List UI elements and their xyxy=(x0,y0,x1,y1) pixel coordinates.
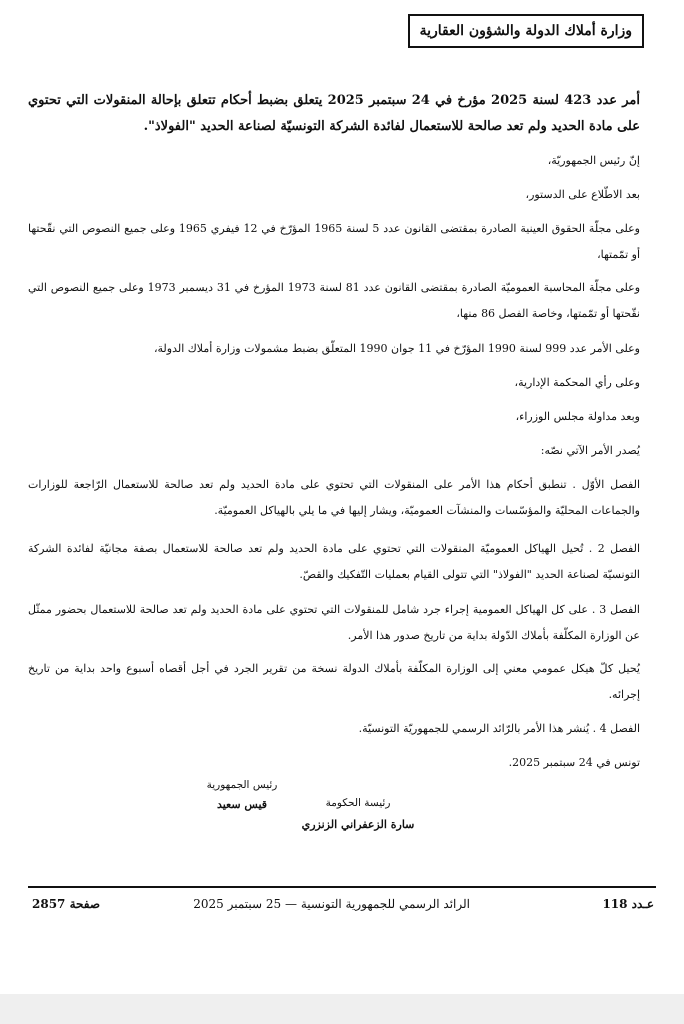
article-3-inventory: يُحيل كلّ هيكل عمومي معني إلى الوزارة المكلّفة بأملاك الدولة نسخة من تقرير الجرد في أجل أقصاه أسبوع واحد بداية من تاريخ إجرائه. xyxy=(28,662,640,701)
article-2: الفصل 2 . تُحيل الهياكل العموميّة المنقولات التي تحتوي على مادة الحديد ولم تعد صالحة للاستعمال بصفة مجانيّة لفائدة الشركة التونسيّة لصناعة الحديد "الفولاذ" التي تتولى القيام بعمليات التّفكيك والقصّ. xyxy=(28,542,640,581)
article-1: الفصل الأوّل . تنطبق أحكام هذا الأمر على المنقولات التي تحتوي على مادة الحديد ولم تعد صالحة للاستعمال الرّاجعة للوزارات والجماعات المحليّة والمؤسّسات والمنشآت العموميّة، ويشار إليها في ما يلي بالهياكل العموميّة. xyxy=(28,478,640,517)
place-and-date: تونس في 24 سبتمبر 2025. xyxy=(508,756,640,769)
enacting-formula: يُصدر الأمر الآتي نصّه: xyxy=(540,444,640,457)
preamble-administrative-court: وعلى رأي المحكمة الإدارية، xyxy=(514,376,640,389)
signature-head-of-government xyxy=(288,796,428,832)
president-name: قيس سعيد xyxy=(216,798,268,811)
preamble-constitution: بعد الاطّلاع على الدستور، xyxy=(525,188,640,201)
footer-divider xyxy=(28,886,656,888)
article-3: الفصل 3 . على كل الهياكل العمومية إجراء جرد شامل للمنقولات التي تحتوي على مادة الحديد ولم تعد صالحة للاستعمال بحضور ممثّل عن الوزارة المكلّفة بأملاك الدّولة بداية من تاريخ صدور هذا الأمر. xyxy=(28,603,640,642)
president-role: رئيس الجمهورية xyxy=(206,779,278,791)
footer-journal-date: الرائد الرسمي للجمهورية التونسية — 25 سبتمبر 2025 xyxy=(193,897,470,911)
preamble-decree-999: وعلى الأمر عدد 999 لسنة 1990 المؤرّخ في 11 جوان 1990 المتعلّق بضبط مشمولات وزارة أملاك الدولة، xyxy=(153,342,640,355)
decree-title: أمر عدد 423 لسنة 2025 مؤرخ في 24 سبتمبر 2025 يتعلق بضبط أحكام تتعلق بإحالة المنقولات التي تحتوي على مادة الحديد ولم تعد صالحة للاستعمال لفائدة الشركة التونسيّة لصناعة الحديد "الفولاذ". xyxy=(28,93,640,134)
preamble-council-of-ministers: وبعد مداولة مجلس الوزراء، xyxy=(515,410,640,423)
preamble-president: إنّ رئيس الجمهوريّة، xyxy=(547,154,640,167)
footer-issue-number: عـدد 118 xyxy=(602,897,654,911)
head-of-government-name: سارة الزعفراني الزنزري xyxy=(301,818,415,831)
ministry-header: وزارة أملاك الدولة والشؤون العقارية xyxy=(408,14,644,48)
head-of-government-role: رئيسة الحكومة xyxy=(325,797,391,809)
preamble-real-rights-code: وعلى مجلّة الحقوق العينية الصادرة بمقتضى القانون عدد 5 لسنة 1965 المؤرّخ في 12 فيفري 1965 وعلى جميع النصوص التي نقّحتها أو تمّمتها، xyxy=(28,222,640,261)
footer-page-number: صفحة 2857 xyxy=(32,897,101,911)
article-4: الفصل 4 . يُنشر هذا الأمر بالرّائد الرسمي للجمهوريّة التونسيّة. xyxy=(358,722,640,735)
bottom-margin xyxy=(0,994,684,1024)
preamble-public-accounting-code: وعلى مجلّة المحاسبة العموميّة الصادرة بمقتضى القانون عدد 81 لسنة 1973 المؤرخ في 31 ديسمبر 1973 وعلى جميع النصوص التي نقّحتها أو تمّمتها، وخاصة الفصل 86 منها، xyxy=(28,281,641,320)
